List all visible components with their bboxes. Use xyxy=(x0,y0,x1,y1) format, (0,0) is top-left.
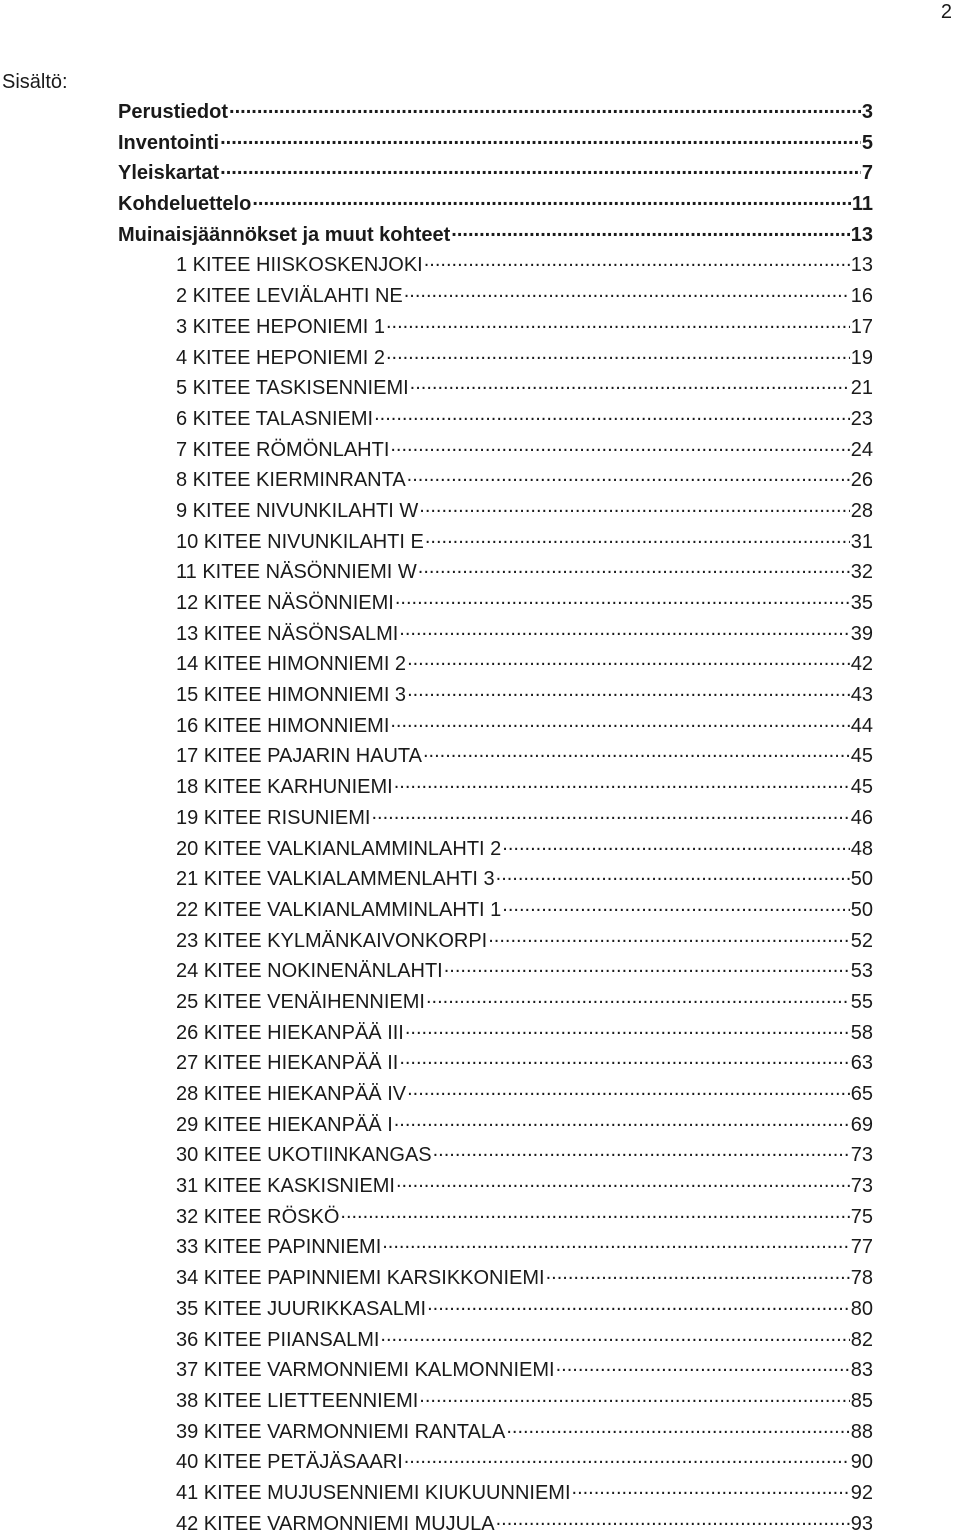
toc-entry-title: 11 KITEE NÄSÖNNIEMI W xyxy=(176,561,417,584)
toc-entry-title: 19 KITEE RISUNIEMI xyxy=(176,806,371,829)
toc-entry-page: 39 xyxy=(850,622,873,645)
toc-entry-title: Yleiskartat xyxy=(118,162,220,185)
toc-entry[interactable] xyxy=(176,1232,873,1263)
dot-leader xyxy=(427,1295,850,1315)
toc-entry-page: 83 xyxy=(850,1359,873,1382)
dot-leader xyxy=(405,1019,850,1039)
toc-entry-page: 53 xyxy=(850,960,873,983)
toc-entry[interactable] xyxy=(176,649,873,680)
dot-leader xyxy=(423,742,850,762)
toc-entry-title: 27 KITEE HIEKANPÄÄ II xyxy=(176,1052,399,1075)
toc-entry[interactable] xyxy=(176,312,873,343)
toc-entry-title: 42 KITEE VARMONNIEMI MUJULA xyxy=(176,1512,495,1535)
toc-entry[interactable] xyxy=(176,250,873,281)
toc-entry-page: 26 xyxy=(850,469,873,492)
toc-entry-title: 20 KITEE VALKIANLAMMINLAHTI 2 xyxy=(176,837,502,860)
toc-entry[interactable] xyxy=(176,465,873,496)
toc-entry-title: 4 KITEE HEPONIEMI 2 xyxy=(176,346,385,369)
toc-entry-page: 23 xyxy=(850,407,873,430)
toc-entry-title: 1 KITEE HIISKOSKENJOKI xyxy=(176,254,423,277)
toc-entry-title: 32 KITEE RÖSKÖ xyxy=(176,1205,340,1228)
toc-entry[interactable] xyxy=(176,772,873,803)
toc-entry[interactable] xyxy=(176,619,873,650)
dot-leader xyxy=(556,1356,850,1376)
toc-entry[interactable] xyxy=(176,1386,873,1417)
toc-entry-page: 45 xyxy=(850,745,873,768)
toc-entry-title: 38 KITEE LIETTEENNIEMI xyxy=(176,1389,419,1412)
toc-entry[interactable] xyxy=(176,1110,873,1141)
toc-entry-page: 3 xyxy=(861,101,873,123)
toc-entry-page: 63 xyxy=(850,1052,873,1075)
toc-entry-page: 75 xyxy=(850,1205,873,1228)
toc-entry[interactable] xyxy=(176,956,873,987)
toc-entry-title: 36 KITEE PIIANSALMI xyxy=(176,1328,380,1351)
dot-leader xyxy=(404,1448,850,1468)
toc-entry-title: 9 KITEE NIVUNKILAHTI W xyxy=(176,499,419,522)
toc-entry[interactable] xyxy=(176,373,873,404)
toc-entry[interactable] xyxy=(176,1140,873,1171)
dot-leader xyxy=(425,528,850,548)
toc-entry-title: 25 KITEE VENÄIHENNIEMI xyxy=(176,990,425,1013)
toc-entry[interactable] xyxy=(176,281,873,312)
toc-entry-title: 28 KITEE HIEKANPÄÄ IV xyxy=(176,1083,407,1105)
page-number: 2 xyxy=(940,1,952,23)
dot-leader xyxy=(390,436,849,456)
dot-leader xyxy=(340,1203,849,1223)
dot-leader xyxy=(451,221,849,241)
toc-entry-title: 7 KITEE RÖMÖNLAHTI xyxy=(176,438,390,461)
dot-leader xyxy=(394,773,850,793)
toc-entry-page: 73 xyxy=(850,1144,873,1167)
toc-entry-title: 33 KITEE PAPINNIEMI xyxy=(176,1236,382,1259)
toc-entry-title: 12 KITEE NÄSÖNNIEMI xyxy=(176,592,394,614)
toc-entry-title: 14 KITEE HIMONNIEMI 2 xyxy=(176,653,407,676)
toc-entry[interactable] xyxy=(176,1018,873,1049)
toc-entry[interactable] xyxy=(118,158,873,189)
toc-entry-title: 22 KITEE VALKIANLAMMINLAHTI 1 xyxy=(176,898,502,921)
toc-entry-page: 78 xyxy=(850,1267,873,1290)
toc-entry-title: 26 KITEE HIEKANPÄÄ III xyxy=(176,1021,404,1044)
toc-entry-page: 17 xyxy=(850,315,873,338)
toc-entry[interactable] xyxy=(176,680,873,711)
toc-entry-page: 45 xyxy=(850,776,873,799)
toc-entry[interactable] xyxy=(176,834,873,865)
toc-entry[interactable] xyxy=(176,1202,873,1233)
toc-entry-page: 50 xyxy=(850,898,873,921)
toc-entry-page: 69 xyxy=(850,1113,873,1136)
dot-leader xyxy=(394,1111,850,1131)
toc-entry[interactable] xyxy=(176,895,873,926)
dot-leader xyxy=(386,313,850,333)
toc-entry[interactable] xyxy=(176,435,873,466)
dot-leader xyxy=(502,896,849,916)
toc-entry[interactable] xyxy=(176,343,873,374)
dot-leader xyxy=(546,1264,850,1284)
toc-entry-page: 13 xyxy=(850,223,873,246)
toc-entry[interactable] xyxy=(176,404,873,435)
dot-leader xyxy=(380,1326,849,1346)
toc-entry[interactable] xyxy=(176,1325,873,1356)
dot-leader xyxy=(372,804,850,824)
toc-entry[interactable] xyxy=(176,557,873,588)
dot-leader xyxy=(390,712,849,732)
toc-entry-page: 43 xyxy=(850,684,873,707)
dot-leader xyxy=(410,374,850,394)
toc-entry-page: 24 xyxy=(850,438,873,461)
toc-entry-page: 77 xyxy=(850,1236,873,1259)
toc-entry-page: 35 xyxy=(850,592,873,614)
dot-leader xyxy=(374,405,850,425)
toc-entry[interactable] xyxy=(176,1048,873,1079)
toc-entry-title: 13 KITEE NÄSÖNSALMI xyxy=(176,622,399,645)
dot-leader xyxy=(399,620,849,640)
toc-entry-title: 16 KITEE HIMONNIEMI xyxy=(176,714,390,737)
dot-leader xyxy=(407,650,850,670)
toc-entry-page: 21 xyxy=(850,377,873,400)
toc-entry-title: 15 KITEE HIMONNIEMI 3 xyxy=(176,684,407,707)
dot-leader xyxy=(407,466,850,486)
toc-entry-title: Perustiedot xyxy=(118,101,229,123)
toc-entry-page: 65 xyxy=(850,1083,873,1105)
toc-entry-page: 7 xyxy=(861,162,873,185)
toc-entry-page: 82 xyxy=(850,1328,873,1351)
dot-leader xyxy=(506,1418,849,1438)
toc-entry[interactable] xyxy=(176,741,873,772)
toc-entry[interactable] xyxy=(118,97,873,128)
toc-entry[interactable] xyxy=(176,864,873,895)
toc-entry[interactable] xyxy=(118,128,873,159)
toc-entry-page: 31 xyxy=(850,530,873,553)
toc-entry-title: 34 KITEE PAPINNIEMI KARSIKKONIEMI xyxy=(176,1267,545,1290)
toc-entry-page: 16 xyxy=(850,285,873,308)
dot-leader xyxy=(572,1479,850,1499)
toc-entry[interactable] xyxy=(176,588,873,619)
toc-entry-page: 90 xyxy=(850,1451,873,1474)
toc-entry-page: 52 xyxy=(850,929,873,952)
dot-leader xyxy=(433,1141,850,1161)
toc-entry[interactable] xyxy=(118,220,873,251)
dot-leader xyxy=(419,497,849,517)
toc-entry-page: 88 xyxy=(850,1420,873,1443)
toc-entry-page: 13 xyxy=(850,254,873,277)
toc-entry[interactable] xyxy=(176,1478,873,1509)
toc-entry-page: 50 xyxy=(850,868,873,891)
toc-entry[interactable] xyxy=(176,711,873,742)
dot-leader xyxy=(220,159,861,179)
toc-entry-title: 21 KITEE VALKIALAMMENLAHTI 3 xyxy=(176,868,495,891)
toc-entry-page: 58 xyxy=(850,1021,873,1044)
toc-entry-title: 37 KITEE VARMONNIEMI KALMONNIEMI xyxy=(176,1359,555,1382)
toc-entry-title: 30 KITEE UKOTIINKANGAS xyxy=(176,1144,432,1167)
toc-entry-title: 8 KITEE KIERMINRANTA xyxy=(176,469,406,492)
toc-entry-page: 42 xyxy=(850,653,873,676)
dot-leader xyxy=(418,558,850,578)
toc-entry-title: 24 KITEE NOKINENÄNLAHTI xyxy=(176,960,443,983)
toc-entry-page: 46 xyxy=(850,806,873,829)
dot-leader xyxy=(220,129,861,149)
toc-entry[interactable] xyxy=(176,1355,873,1386)
toc-entry-title: 18 KITEE KARHUNIEMI xyxy=(176,776,393,799)
toc-entry[interactable] xyxy=(176,1417,873,1448)
toc-entry-title: Muinaisjäännökset ja muut kohteet xyxy=(118,223,451,246)
toc-entry[interactable] xyxy=(176,496,873,527)
dot-leader xyxy=(424,251,850,271)
toc-entry-title: 3 KITEE HEPONIEMI 1 xyxy=(176,315,385,338)
toc-entry-title: 10 KITEE NIVUNKILAHTI E xyxy=(176,530,424,553)
toc-entry-page: 44 xyxy=(850,714,873,737)
dot-leader xyxy=(502,835,849,855)
dot-leader xyxy=(419,1387,849,1407)
toc-entry-page: 80 xyxy=(850,1297,873,1320)
toc-entry[interactable] xyxy=(176,1171,873,1202)
toc-entry-page: 55 xyxy=(850,990,873,1013)
dot-leader xyxy=(252,190,851,210)
dot-leader xyxy=(382,1233,850,1253)
toc-entry-title: 31 KITEE KASKISNIEMI xyxy=(176,1175,395,1198)
toc-entry-title: 17 KITEE PAJARIN HAUTA xyxy=(176,745,422,768)
dot-leader xyxy=(404,282,850,302)
toc-entry[interactable] xyxy=(118,189,873,220)
toc-entry-title: Kohdeluettelo xyxy=(118,193,252,216)
toc-entry[interactable] xyxy=(176,1079,873,1110)
toc-entry[interactable] xyxy=(176,1263,873,1294)
toc-entry-page: 32 xyxy=(850,561,873,584)
toc-entry-title: 5 KITEE TASKISENNIEMI xyxy=(176,377,409,400)
dot-leader xyxy=(444,957,850,977)
toc-entry-page: 28 xyxy=(850,499,873,522)
toc-entry-page: 73 xyxy=(850,1175,873,1198)
toc-entry-page: 11 xyxy=(851,193,873,216)
toc-entry-page: 48 xyxy=(850,837,873,860)
dot-leader xyxy=(399,1049,849,1069)
toc-entry-page: 85 xyxy=(850,1389,873,1412)
toc-entry-page: 93 xyxy=(850,1512,873,1535)
dot-leader xyxy=(407,681,850,701)
toc-entry[interactable] xyxy=(176,1447,873,1478)
dot-leader xyxy=(407,1080,850,1100)
table-of-contents xyxy=(0,97,960,1539)
dot-leader xyxy=(229,98,861,118)
toc-entry-title: 2 KITEE LEVIÄLAHTI NE xyxy=(176,285,403,308)
dot-leader xyxy=(386,344,850,364)
toc-entry[interactable] xyxy=(176,803,873,834)
toc-entry-page: 92 xyxy=(850,1481,873,1504)
dot-leader xyxy=(496,1510,850,1530)
toc-entry[interactable] xyxy=(176,1294,873,1325)
toc-entry-page: 5 xyxy=(861,131,873,154)
dot-leader xyxy=(395,589,850,609)
toc-entry-title: Inventointi xyxy=(118,131,220,154)
toc-entry-page: 19 xyxy=(850,346,873,369)
toc-entry-title: 40 KITEE PETÄJÄSAARI xyxy=(176,1451,403,1474)
dot-leader xyxy=(396,1172,850,1192)
toc-entry[interactable] xyxy=(176,987,873,1018)
toc-entry[interactable] xyxy=(176,926,873,957)
toc-entry-title: 6 KITEE TALASNIEMI xyxy=(176,407,374,430)
toc-entry-title: 39 KITEE VARMONNIEMI RANTALA xyxy=(176,1420,506,1443)
dot-leader xyxy=(488,927,850,947)
toc-entry-title: 41 KITEE MUJUSENNIEMI KIUKUUNNIEMI xyxy=(176,1481,571,1504)
toc-entry[interactable] xyxy=(176,527,873,558)
toc-heading: Sisältö: xyxy=(2,71,68,93)
toc-entry-title: 35 KITEE JUURIKKASALMI xyxy=(176,1297,427,1320)
toc-entry-title: 29 KITEE HIEKANPÄÄ I xyxy=(176,1113,393,1136)
toc-entry[interactable] xyxy=(176,1509,873,1539)
dot-leader xyxy=(426,988,850,1008)
toc-entry-title: 23 KITEE KYLMÄNKAIVONKORPI xyxy=(176,929,488,952)
dot-leader xyxy=(496,865,850,885)
